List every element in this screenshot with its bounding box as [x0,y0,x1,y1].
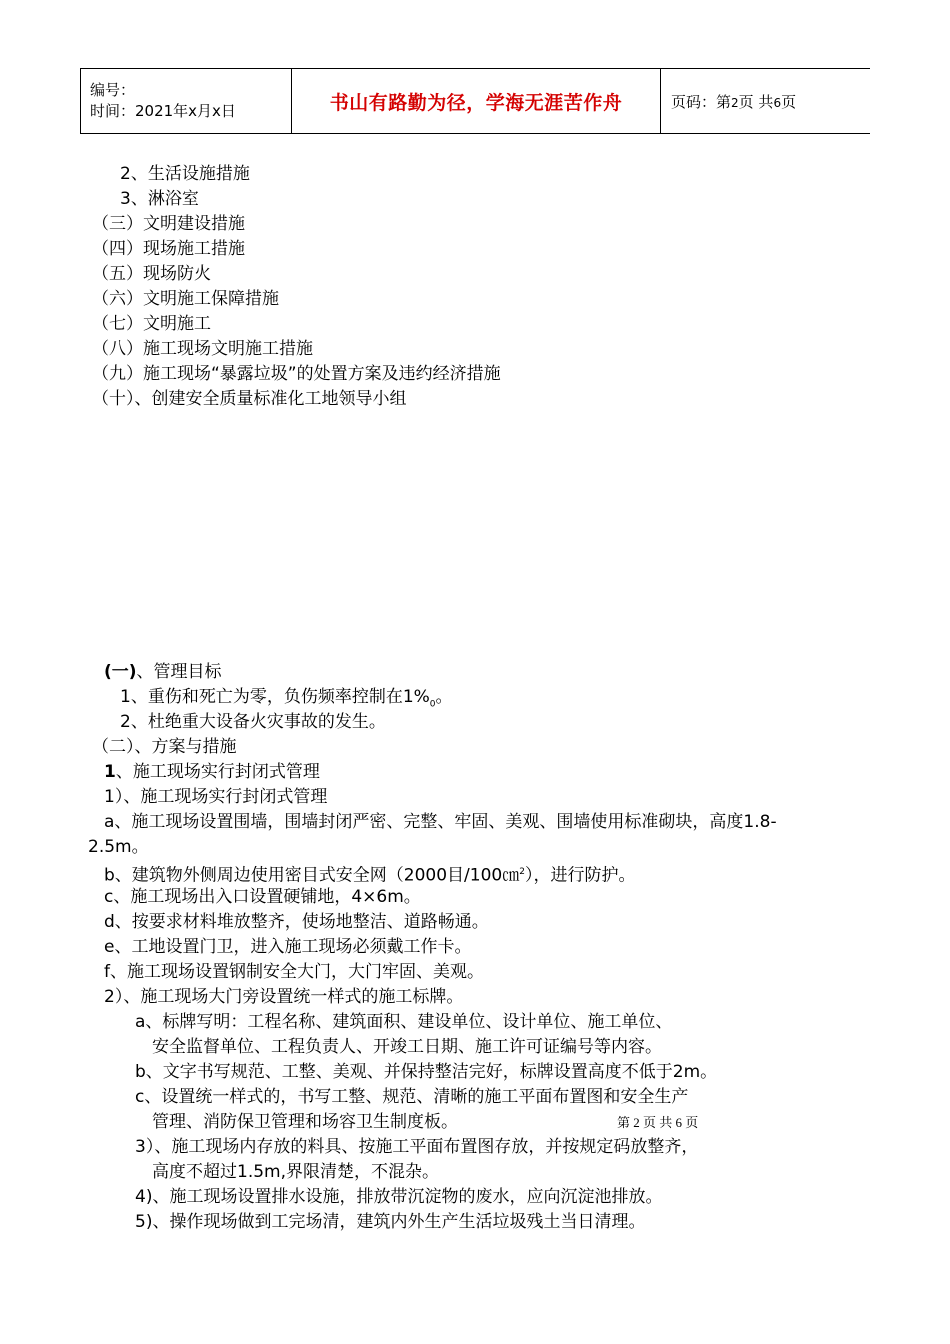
toc-item: （三）文明建设措施 [92,214,245,234]
toc-item: 2、生活设施措施 [120,164,250,184]
paragraph: b、文字书写规范、工整、美观、并保持整洁完好，标牌设置高度不低于2m。 [135,1062,718,1082]
toc-item: 3、淋浴室 [120,189,199,209]
paragraph: 高度不超过1.5m,界限清楚，不混杂。 [152,1162,439,1182]
permille-subscript: 0 [429,699,436,710]
paragraph-end: ），进行防护。 [524,865,636,886]
subsection-text: 、施工现场实行封闭式管理 [115,762,320,782]
toc-item: （五）现场防火 [92,264,211,284]
paragraph: d、按要求材料堆放整齐，使场地整洁、道路畅通。 [104,912,489,932]
toc-item: （六）文明施工保障措施 [92,289,279,309]
paragraph: 1）、施工现场实行封闭式管理 [104,787,328,807]
paragraph: c、施工现场出入口设置硬铺地，4×6m。 [104,887,421,907]
paragraph: f、施工现场设置钢制安全大门，大门牢固、美观。 [104,962,484,982]
paragraph: 4)、施工现场设置排水设施，排放带沉淀物的废水，应向沉淀池排放。 [135,1187,663,1207]
section-title-text: 、管理目标 [136,662,222,682]
paragraph-text: 1、重伤和死亡为零，负伤频率控制在1% [120,687,430,707]
toc-item: （七）文明施工 [92,314,211,334]
paragraph: 2）、施工现场大门旁设置统一样式的施工标牌。 [104,987,464,1007]
paragraph: a、施工现场设置围墙，围墙封闭严密、完整、牢固、美观、围墙使用标准砌块，高度1.8- [104,812,777,832]
paragraph: e、工地设置门卫，进入施工现场必须戴工作卡。 [104,937,472,957]
section-title-number: (一) [104,662,137,682]
toc-item: （十）、创建安全质量标准化工地领导小组 [92,389,407,409]
number-label: 编号： [90,81,136,99]
subsection-number: 1 [104,762,116,782]
page-label: 页码：第 [671,92,732,111]
paragraph: 2.5m。 [88,837,149,857]
paragraph: 安全监督单位、工程负责人、开竣工日期、施工许可证编号等内容。 [152,1037,662,1057]
header-meta-cell [81,69,292,134]
page-mid: 页 共 [738,92,774,111]
header-table [80,68,870,134]
paragraph: 2、杜绝重大设备火灾事故的发生。 [120,712,386,732]
time-label: 时间：2021年x月x日 [90,102,236,120]
paragraph-end: 。 [435,687,453,707]
toc-item: （八）施工现场文明施工措施 [92,339,313,359]
paragraph: 5)、操作现场做到工完场清，建筑内外生产生活垃圾残土当日清理。 [135,1212,646,1232]
superscript: 2 [519,867,525,877]
motto: 书山有路勤为径，学海无涯苦作舟 [292,69,661,134]
page-number-footer: 第 2 页 共 6 页 [617,1115,699,1130]
paragraph: c、设置统一样式的，书写工整、规范、清晰的施工平面布置图和安全生产 [135,1087,689,1107]
toc-item: （四）现场施工措施 [92,239,245,259]
section-title [104,660,222,684]
paragraph: 3）、施工现场内存放的料具、按施工平面布置图存放，并按规定码放整齐， [135,1137,699,1157]
page-total: 6 [773,95,782,110]
paragraph: 管理、消防保卫管理和场容卫生制度板。 [152,1112,458,1132]
page-info [661,69,871,134]
subsection-title [104,760,320,784]
toc-item: （九）施工现场“暴露垃圾”的处置方案及违约经济措施 [92,364,501,384]
paragraph [104,860,635,888]
page-current: 2 [731,95,739,110]
section-title: （二）、方案与措施 [92,737,237,757]
page-end: 页 [781,92,797,111]
paragraph-text: b、建筑物外侧周边使用密目式安全网（2000目/100㎝ [104,865,520,886]
paragraph: a、标牌写明：工程名称、建筑面积、建设单位、设计单位、施工单位、 [135,1012,673,1032]
